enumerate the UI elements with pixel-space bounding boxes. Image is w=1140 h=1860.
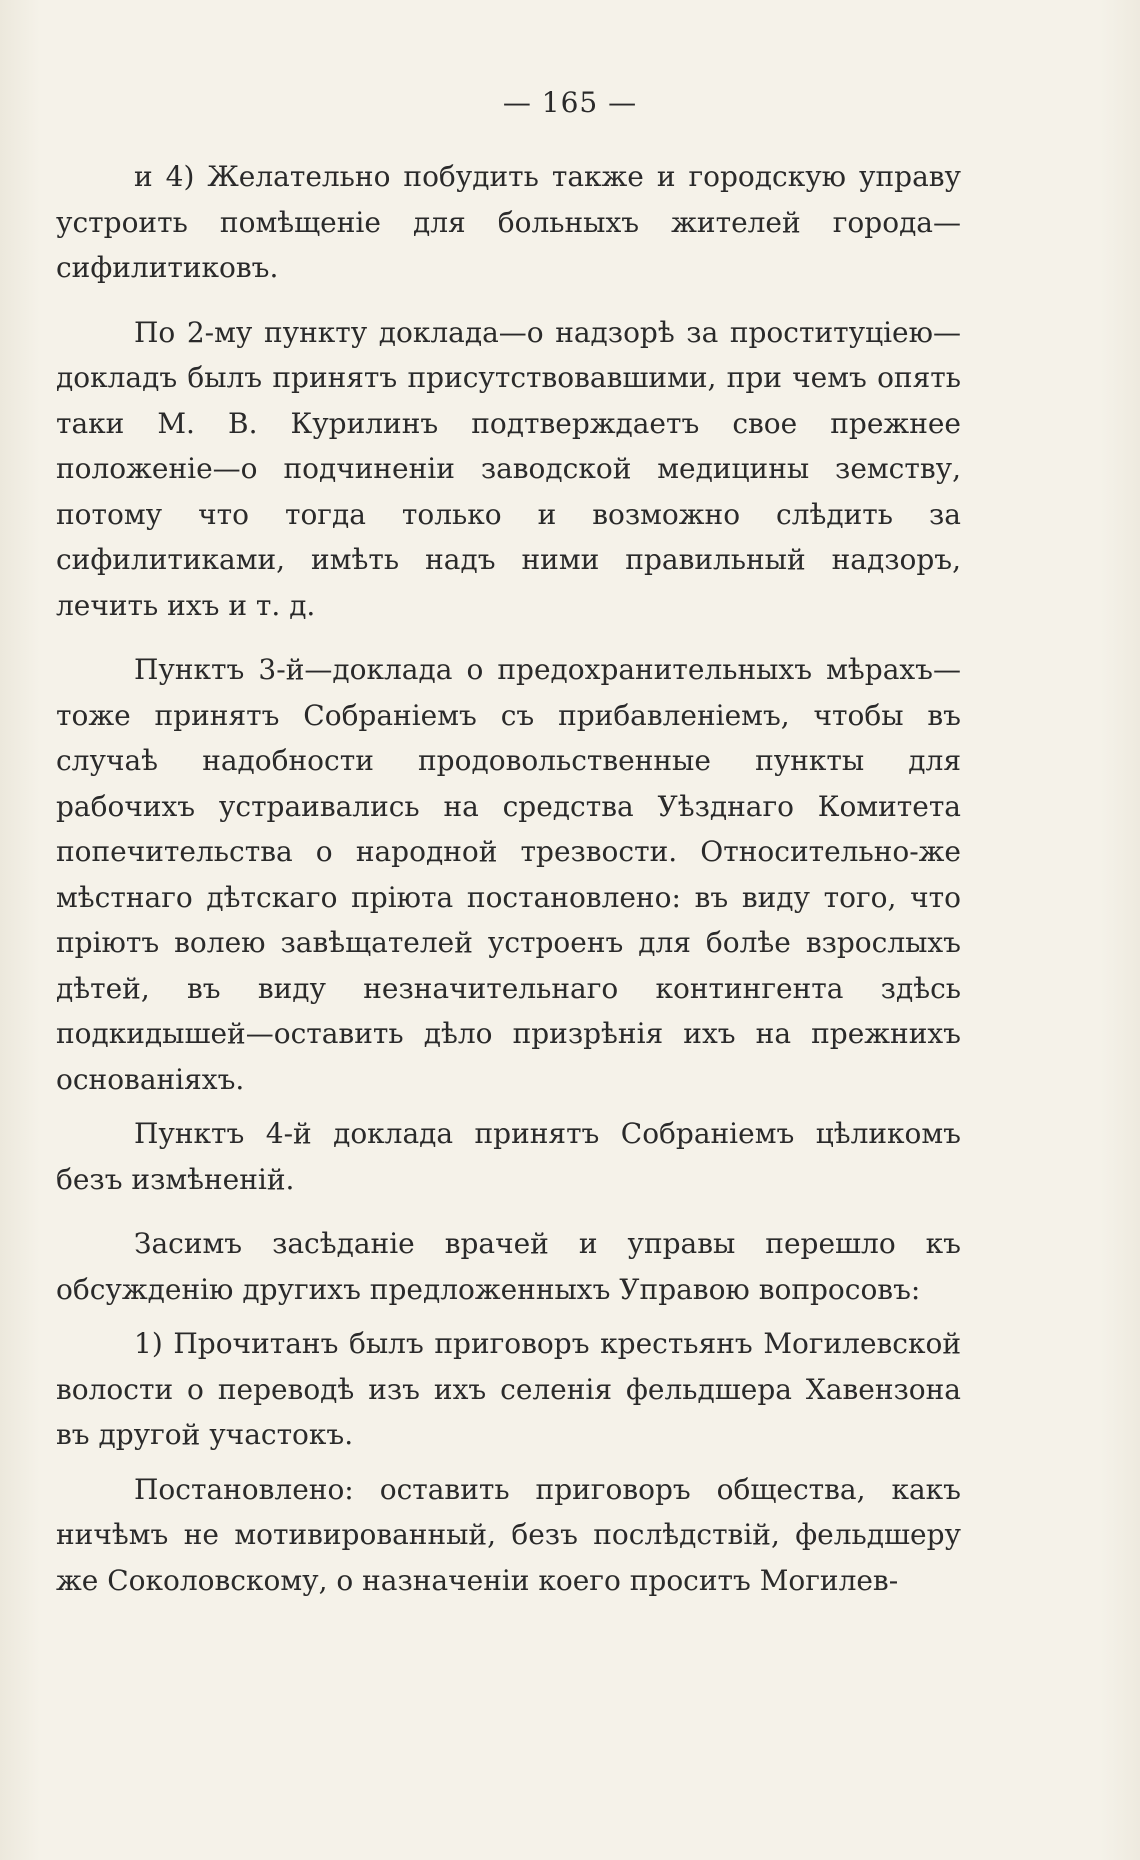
paragraph-7: Постановлено: оставить приговоръ общества, какъ ничѣмъ не мотивированный, безъ послѣдствій, фельдшеру же Соколовскому, о назначеніи коего проситъ Могилев- [56,1472,961,1597]
body-text [56,154,961,1603]
page-number: — 165 — [502,86,638,119]
paragraph-4: Пунктъ 4-й доклада принятъ Собраніемъ цѣликомъ безъ измѣненій. [56,1117,961,1196]
paragraph-3: Пунктъ 3-й—доклада о предохранительныхъ мѣрахъ—тоже принятъ Собраніемъ съ прибавленіемъ, чтобы въ случаѣ надобности продовольственные пункты для рабочихъ устраивались на средства Уѣзднаго Комитета попечительства о народной трезвости. Относительно-же мѣстнаго дѣтскаго пріюта постановлено: въ виду того, что пріютъ волею завѣщателей устроенъ для болѣе взрослыхъ дѣтей, въ виду незначительнаго контингента здѣсь подкидышей—оставить дѣло призрѣнія ихъ на прежнихъ основаніяхъ. [56,653,961,1096]
paragraph-1: и 4) Желательно побудить также и городскую управу устроить помѣщеніе для больныхъ жителей города—сифилитиковъ. [56,160,961,284]
paragraph-5: Засимъ засѣданіе врачей и управы перешло къ обсужденію другихъ предложенныхъ Управою вопросовъ: [56,1227,961,1306]
paragraph-2: По 2-му пункту доклада—о надзорѣ за проституціею—докладъ былъ принятъ присутствовавшими, при чемъ опять таки М. В. Курилинъ подтверждаетъ свое прежнее положеніе—о подчиненіи заводской медицины земству, потому что тогда только и возможно слѣдить за сифилитиками, имѣть надъ ними правильный надзоръ, лечить ихъ и т. д. [56,315,961,622]
paragraph-6: 1) Прочитанъ былъ приговоръ крестьянъ Могилевской волости о переводѣ изъ ихъ селенія фельдшера Хавензона въ другой участокъ. [56,1327,961,1451]
